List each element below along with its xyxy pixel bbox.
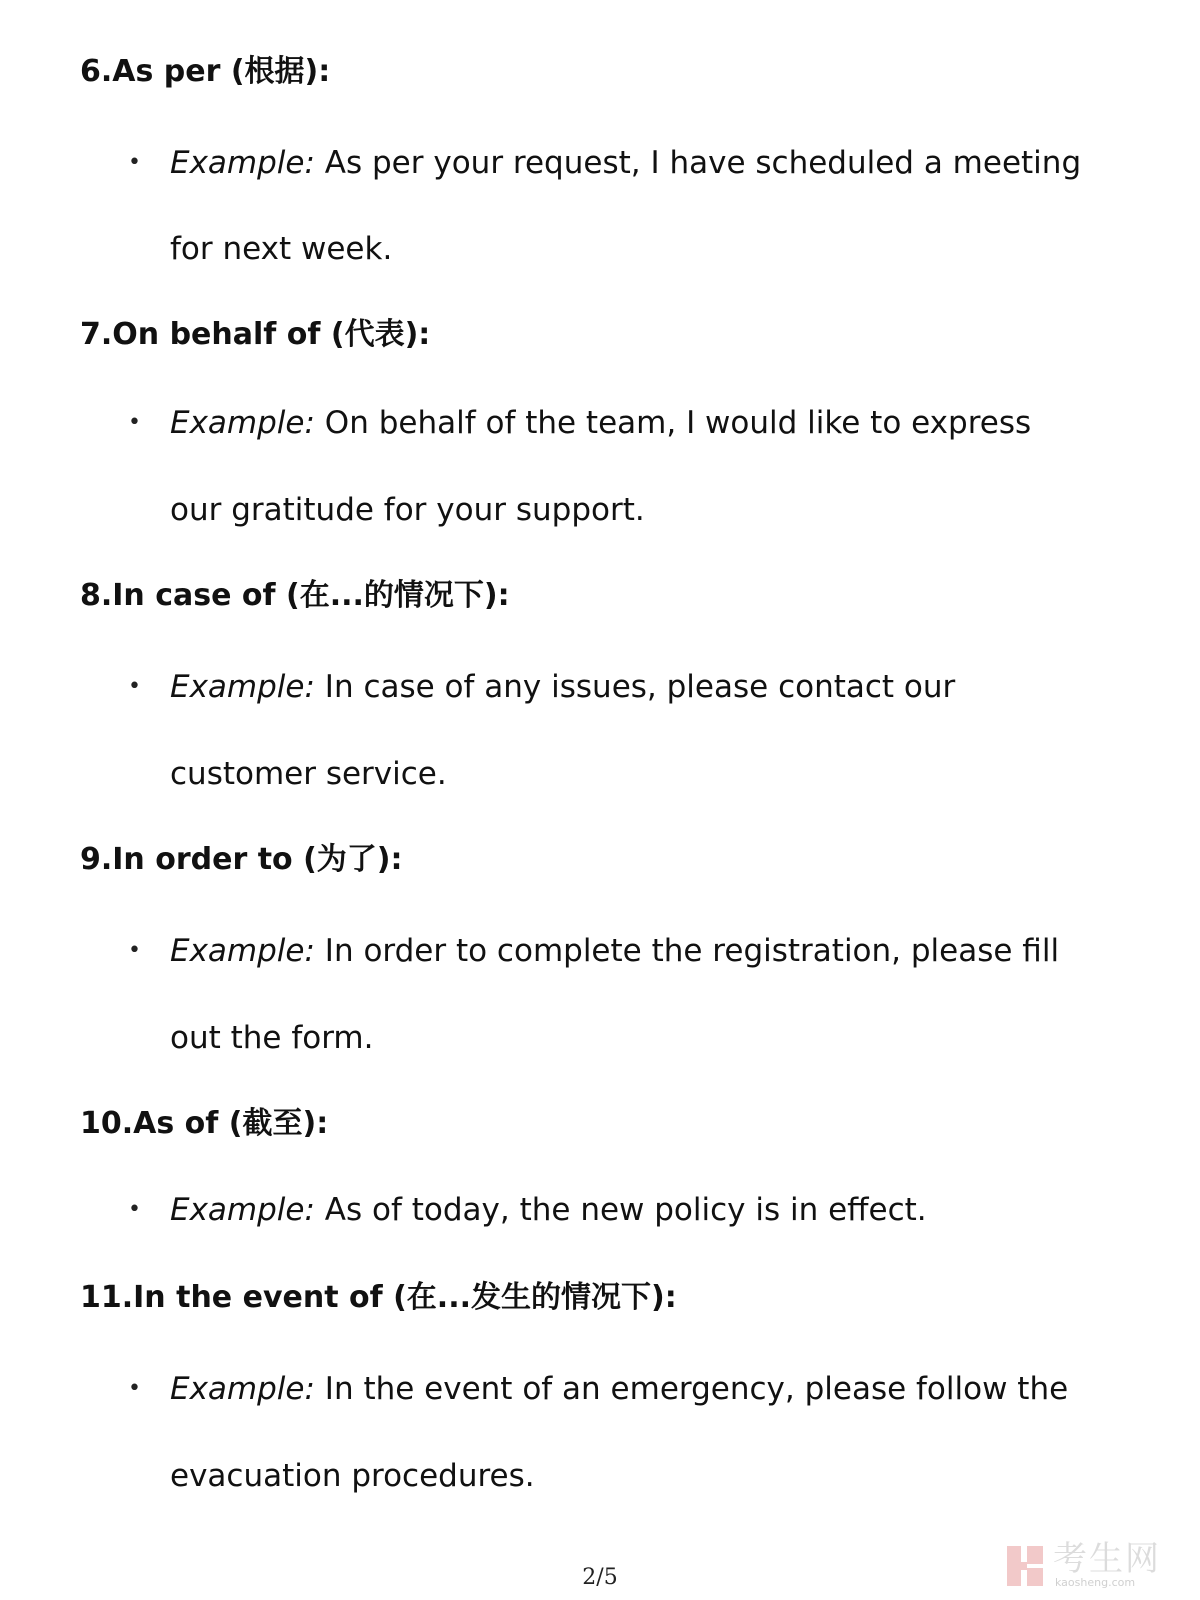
- item-heading-9: 9.In order to (为了):: [80, 842, 403, 877]
- item-heading-7: 7.On behalf of (代表):: [80, 317, 431, 352]
- example-text: In case of any issues, please contact our: [324, 669, 956, 705]
- example-text: On behalf of the team, I would like to express: [324, 405, 1032, 441]
- example-text: As per your request, I have scheduled a meeting: [324, 145, 1082, 181]
- bullet-dot: •: [128, 410, 141, 435]
- bullet-dot: •: [128, 674, 141, 699]
- example-line-1: [170, 1190, 1130, 1230]
- example-label: Example:: [170, 145, 315, 181]
- example-line-2: for next week.: [170, 231, 393, 267]
- example-line-2: customer service.: [170, 756, 447, 792]
- example-line-1: [170, 403, 1130, 443]
- example-label: Example:: [170, 1192, 315, 1228]
- example-line-2: evacuation procedures.: [170, 1458, 535, 1494]
- bullet-dot: •: [128, 938, 141, 963]
- bullet-dot: •: [128, 1376, 141, 1401]
- item-heading-10: 10.As of (截至):: [80, 1106, 329, 1141]
- example-line-1: [170, 1369, 1130, 1409]
- bullet-dot: •: [128, 1197, 141, 1222]
- example-label: Example:: [170, 405, 315, 441]
- item-heading-11: 11.In the event of (在...发生的情况下):: [80, 1280, 677, 1315]
- example-text: In order to complete the registration, please fill: [324, 933, 1060, 969]
- item-heading-6: 6.As per (根据):: [80, 54, 331, 89]
- example-label: Example:: [170, 669, 315, 705]
- example-line-2: our gratitude for your support.: [170, 492, 645, 528]
- example-line-1: [170, 667, 1130, 707]
- watermark-subtext: kaosheng.com: [1055, 1576, 1136, 1589]
- watermark: [1005, 1540, 1180, 1592]
- example-line-1: [170, 931, 1130, 971]
- item-heading-8: 8.In case of (在...的情况下):: [80, 578, 510, 613]
- bullet-dot: •: [128, 150, 141, 175]
- page-number: 2/5: [582, 1565, 618, 1590]
- watermark-text: 考生网: [1053, 1539, 1161, 1579]
- example-label: Example:: [170, 1371, 315, 1407]
- example-text: As of today, the new policy is in effect.: [324, 1192, 927, 1228]
- example-text: In the event of an emergency, please follow the: [324, 1371, 1069, 1407]
- example-line-2: out the form.: [170, 1020, 374, 1056]
- example-label: Example:: [170, 933, 315, 969]
- example-line-1: [170, 143, 1130, 183]
- watermark-logo-icon: [1005, 1544, 1045, 1588]
